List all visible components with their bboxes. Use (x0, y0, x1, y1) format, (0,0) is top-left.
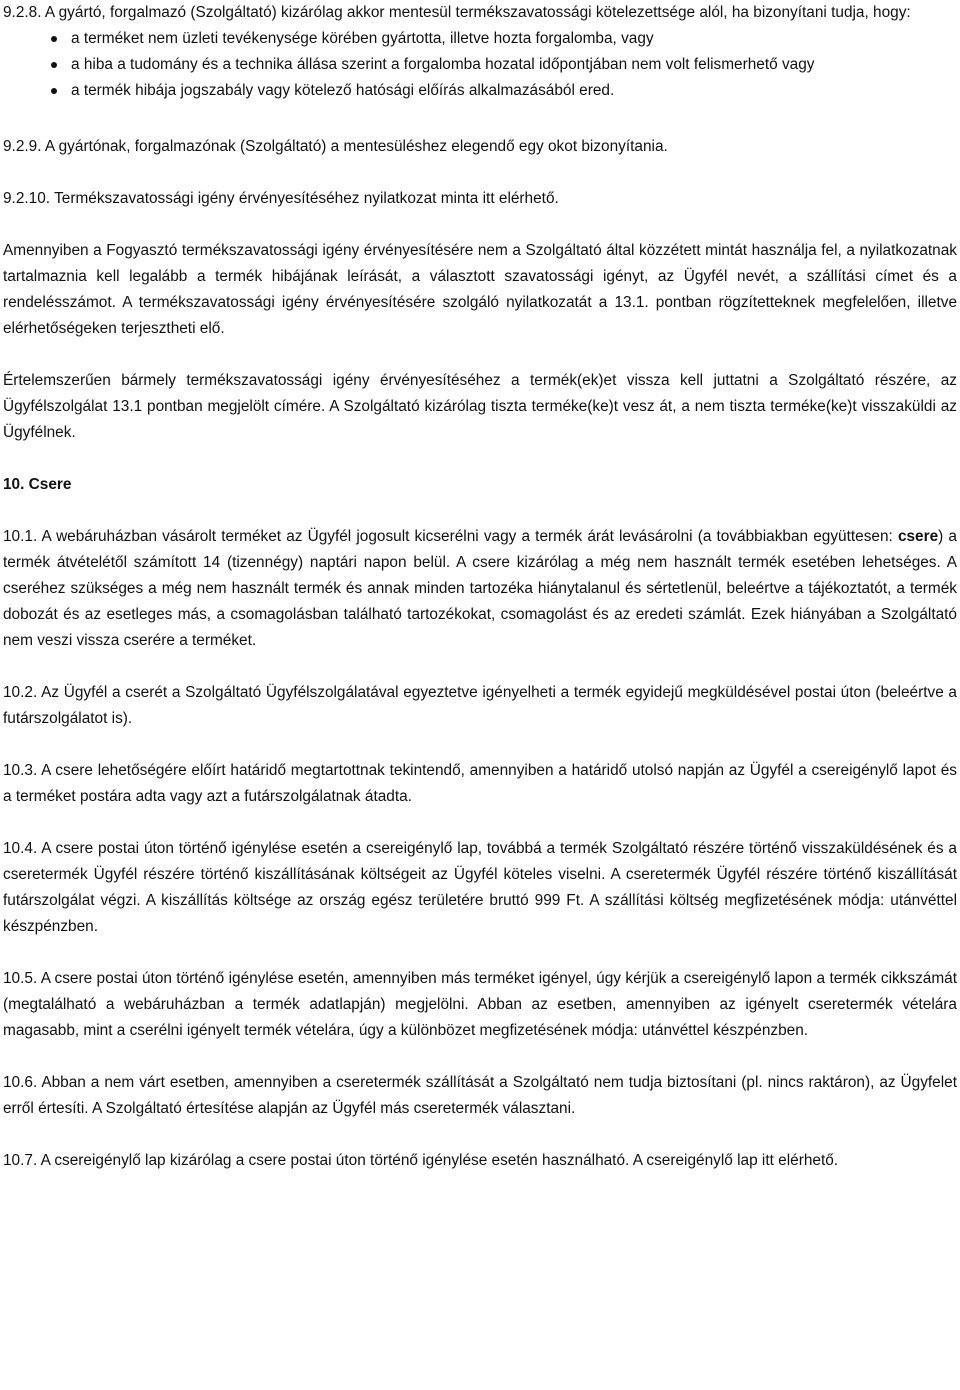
paragraph-10-1-term: csere (897, 528, 939, 545)
paragraph-9-2-9: 9.2.9. A gyártónak, forgalmazónak (Szolgáltató) a mentesüléshez elegendő egy okot bizonyítania. (3, 138, 668, 155)
paragraph-10-6: 10.6. Abban a nem várt esetben, amennyiben a cseretermék szállítását a Szolgáltató nem tudja biztosítani (pl. nincs raktáron), az Ügyfelet erről értesíti. A Szolgáltató értesítése alapján az Ügyfél más cseretermék választani. (3, 1074, 957, 1117)
paragraph-10-5: 10.5. A csere postai úton történő igénylése esetén, amennyiben más terméket igényel, úgy kérjük a csereigénylő lapon a termék cikkszámát (megtalálható a webáruházban a termék adatlapján) megjelölni. Abban az esetben, amennyiben az igényelt cseretermék vételára magasabb, mint a cserélni igényelt termék vételára, úgy a különbözet megfizetésének módja: utánvéttel készpénzben. (3, 970, 957, 1039)
paragraph-10-7: 10.7. A csereigénylő lap kizárólag a csere postai úton történő igénylése esetén használható. A csereigénylő lap itt elérhető. (3, 1152, 839, 1169)
paragraph-10-1-start: 10.1. A webáruházban vásárolt terméket az Ügyfél jogosult kicserélni vagy a termék árát levásárolni (a továbbiakban együttesen: (3, 528, 898, 545)
paragraph-10-1-rest: ) a termék átvételétől számított 14 (tizennégy) naptári napon belül. A csere kizárólag a még nem használt termék esetében lehetséges. A cseréhez szükséges a még nem használt termék és annak minden tartozéka hiánytalanul és sértetlenül, beleértve a tájékoztatót, a termék dobozát és az esetleges más, a csomagolásban található tartozékokat, csomagolást és az eredeti számlát. Ezek hiányában a Szolgáltató nem veszi vissza cserére a terméket. (3, 528, 957, 649)
list-item: a hiba a tudomány és a technika állása szerint a forgalomba hozatal időpontjában nem volt felismerhető vagy (51, 52, 957, 78)
paragraph-9-2-8-intro: 9.2.8. A gyártó, forgalmazó (Szolgáltató) kizárólag akkor mentesül termékszavatossági kötelezettsége alól, ha bizonyítani tudja, hogy: (3, 4, 911, 21)
paragraph-amennyiben: Amennyiben a Fogyasztó termékszavatossági igény érvényesítésére nem a Szolgáltató által közzétett mintát használja fel, a nyilatkozatnak tartalmaznia kell legalább a termék hibájának leírását, a választott szavatossági igényt, az Ügyfél nevét, a szállítási címet és a rendelésszámot. A termékszavatossági igény érvényesítésére szolgáló nyilatkozatát a 13.1. pontban rögzítetteknek megfelelően, illetve elérhetőségeken terjesztheti elő. (3, 242, 957, 337)
paragraph-10-3: 10.3. A csere lehetőségére előírt határidő megtartottnak tekintendő, amennyiben a határidő utolsó napján az Ügyfél a csereigénylő lapot és a terméket postára adta vagy azt a futárszolgálatnak átadta. (3, 762, 957, 805)
list-item: a termék hibája jogszabály vagy kötelező hatósági előírás alkalmazásából ered. (51, 78, 957, 104)
list-item: a terméket nem üzleti tevékenysége körében gyártotta, illetve hozta forgalomba, vagy (51, 26, 957, 52)
paragraph-10-2: 10.2. Az Ügyfél a cserét a Szolgáltató Ügyfélszolgálatával egyeztetve igényelheti a termék egyidejű megküldésével postai úton (beleértve a futárszolgálatot is). (3, 684, 957, 727)
exemption-conditions-list (3, 26, 957, 104)
paragraph-10-4: 10.4. A csere postai úton történő igénylése esetén a csereigénylő lap, továbbá a termék Szolgáltató részére történő visszaküldésének és a cseretermék Ügyfél részére történő kiszállításának költségeit az Ügyfél köteles viselni. A cseretermék Ügyfél részére történő kiszállítását futárszolgálat végzi. A kiszállítás költsége az ország egész területére bruttó 999 Ft. A szállítási költség megfizetésének módja: utánvéttel készpénzben. (3, 840, 957, 935)
section-heading-10: 10. Csere (3, 476, 72, 493)
paragraph-ertelemszeruen: Értelemszerűen bármely termékszavatossági igény érvényesítéséhez a termék(ek)et vissza kell juttatni a Szolgáltató részére, az Ügyfélszolgálat 13.1 pontban megjelölt címére. A Szolgáltató kizárólag tiszta terméke(ke)t vesz át, a nem tiszta terméke(ke)t visszaküldi az Ügyfélnek. (3, 372, 957, 441)
paragraph-10-1 (3, 524, 957, 654)
paragraph-9-2-10: 9.2.10. Termékszavatossági igény érvényesítéséhez nyilatkozat minta itt elérhető. (3, 190, 559, 207)
